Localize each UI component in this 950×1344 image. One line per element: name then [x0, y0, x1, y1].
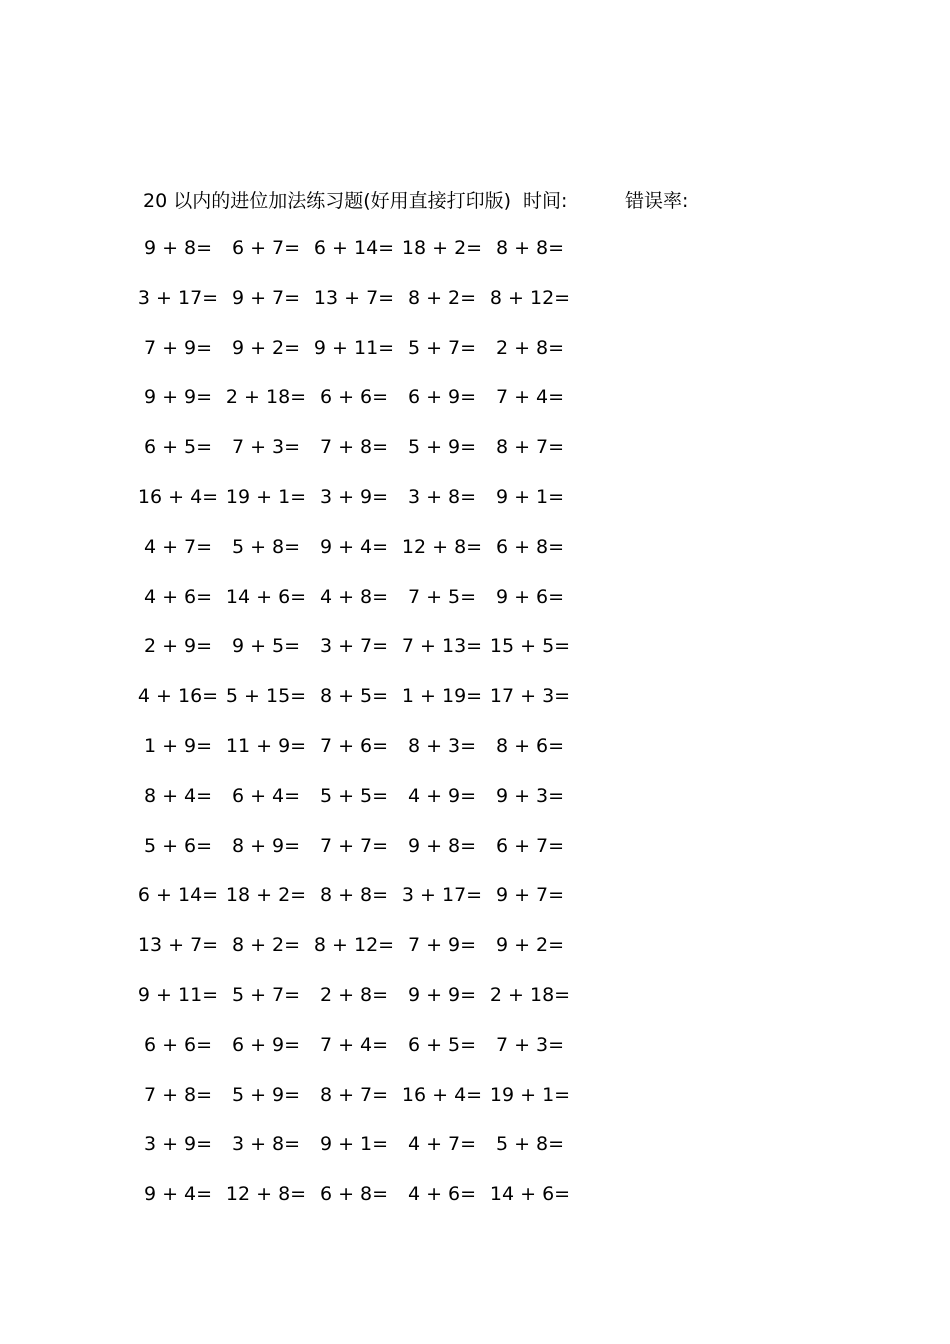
addition-problem: 9 + 4= [143, 1183, 213, 1206]
addition-problem: 6 + 7= [495, 834, 565, 857]
addition-problem: 11 + 9= [225, 734, 307, 757]
addition-problem: 9 + 11= [313, 336, 395, 359]
problem-row [143, 1128, 603, 1178]
addition-problem: 7 + 4= [319, 1033, 389, 1056]
addition-problem: 8 + 7= [319, 1083, 389, 1106]
addition-problem: 4 + 6= [143, 585, 213, 608]
addition-problem: 19 + 1= [225, 485, 307, 508]
addition-problem: 19 + 1= [489, 1083, 571, 1106]
addition-problem: 8 + 9= [231, 834, 301, 857]
addition-problem: 6 + 14= [137, 884, 219, 907]
addition-problem: 3 + 7= [319, 635, 389, 658]
problem-row [137, 979, 603, 1029]
problem-row [143, 581, 603, 631]
addition-problem: 6 + 5= [407, 1033, 477, 1056]
addition-problem: 8 + 8= [319, 884, 389, 907]
addition-problem: 5 + 7= [231, 983, 301, 1006]
addition-problem: 2 + 18= [489, 983, 571, 1006]
problem-row [143, 232, 603, 282]
worksheet-header [143, 186, 689, 216]
addition-problem: 1 + 9= [143, 734, 213, 757]
addition-problem: 7 + 8= [319, 436, 389, 459]
addition-problem: 12 + 8= [225, 1183, 307, 1206]
problem-row [143, 381, 603, 431]
worksheet-title: 20 以内的进位加法练习题(好用直接打印版) [143, 190, 512, 212]
addition-problem: 9 + 9= [143, 386, 213, 409]
addition-problem: 18 + 2= [225, 884, 307, 907]
addition-problem: 2 + 8= [495, 336, 565, 359]
addition-problem: 9 + 3= [495, 784, 565, 807]
addition-problem: 9 + 8= [143, 237, 213, 259]
problem-row [137, 282, 603, 332]
addition-problem: 8 + 2= [407, 286, 477, 309]
addition-problem: 3 + 17= [401, 884, 483, 907]
error-rate-label: 错误率: [625, 190, 689, 212]
problem-row [143, 332, 603, 382]
addition-problem: 5 + 8= [231, 535, 301, 558]
addition-problem: 7 + 8= [143, 1083, 213, 1106]
addition-problem: 8 + 12= [313, 934, 395, 957]
addition-problem: 4 + 16= [137, 685, 219, 708]
addition-problem: 3 + 17= [137, 286, 219, 309]
problem-row [137, 680, 603, 730]
addition-problem: 3 + 8= [231, 1133, 301, 1156]
addition-problem: 5 + 5= [319, 784, 389, 807]
addition-problem: 5 + 8= [495, 1133, 565, 1156]
addition-problem: 5 + 6= [143, 834, 213, 857]
addition-problem: 9 + 5= [231, 635, 301, 658]
problem-row [143, 630, 603, 680]
problem-row [143, 1178, 603, 1228]
problem-row [137, 929, 603, 979]
addition-problem: 2 + 8= [319, 983, 389, 1006]
addition-problem: 5 + 15= [225, 685, 307, 708]
addition-problem: 8 + 8= [495, 237, 565, 259]
addition-problem: 9 + 1= [319, 1133, 389, 1156]
addition-problem: 4 + 6= [407, 1183, 477, 1206]
addition-problem: 8 + 7= [495, 436, 565, 459]
problem-row [143, 780, 603, 830]
addition-problem: 9 + 11= [137, 983, 219, 1006]
addition-problem: 8 + 6= [495, 734, 565, 757]
addition-problem: 3 + 8= [407, 485, 477, 508]
addition-problem: 7 + 6= [319, 734, 389, 757]
addition-problem: 8 + 4= [143, 784, 213, 807]
addition-problem: 7 + 5= [407, 585, 477, 608]
addition-problem: 8 + 2= [231, 934, 301, 957]
problem-row [137, 879, 603, 929]
addition-problem: 8 + 5= [319, 685, 389, 708]
problem-row [143, 730, 603, 780]
addition-problem: 6 + 8= [319, 1183, 389, 1206]
addition-problem: 7 + 9= [407, 934, 477, 957]
addition-problem: 6 + 6= [143, 1033, 213, 1056]
addition-problem: 8 + 12= [489, 286, 571, 309]
addition-problem: 9 + 2= [495, 934, 565, 957]
addition-problem: 14 + 6= [225, 585, 307, 608]
addition-problem: 5 + 9= [231, 1083, 301, 1106]
addition-problem: 13 + 7= [313, 286, 395, 309]
problem-row [143, 1079, 603, 1129]
addition-problem: 5 + 7= [407, 336, 477, 359]
addition-problem: 7 + 3= [231, 436, 301, 459]
addition-problem: 2 + 18= [225, 386, 307, 409]
addition-problem: 8 + 3= [407, 734, 477, 757]
addition-problem: 9 + 8= [407, 834, 477, 857]
addition-problem: 12 + 8= [401, 535, 483, 558]
addition-problem: 9 + 7= [495, 884, 565, 907]
addition-problem: 6 + 9= [407, 386, 477, 409]
problem-row [143, 431, 603, 481]
problem-grid [137, 232, 603, 1228]
addition-problem: 16 + 4= [401, 1083, 483, 1106]
problem-row [143, 531, 603, 581]
addition-problem: 6 + 7= [231, 237, 301, 259]
addition-problem: 4 + 7= [407, 1133, 477, 1156]
addition-problem: 9 + 1= [495, 485, 565, 508]
addition-problem: 3 + 9= [319, 485, 389, 508]
addition-problem: 16 + 4= [137, 485, 219, 508]
addition-problem: 7 + 13= [401, 635, 483, 658]
addition-problem: 9 + 6= [495, 585, 565, 608]
time-label: 时间: [523, 190, 568, 212]
addition-problem: 6 + 4= [231, 784, 301, 807]
addition-problem: 4 + 8= [319, 585, 389, 608]
addition-problem: 7 + 3= [495, 1033, 565, 1056]
addition-problem: 6 + 14= [313, 237, 395, 259]
addition-problem: 9 + 4= [319, 535, 389, 558]
problem-row [137, 481, 603, 531]
addition-problem: 1 + 19= [401, 685, 483, 708]
addition-problem: 9 + 7= [231, 286, 301, 309]
addition-problem: 9 + 9= [407, 983, 477, 1006]
addition-problem: 2 + 9= [143, 635, 213, 658]
addition-problem: 14 + 6= [489, 1183, 571, 1206]
problem-row [143, 830, 603, 880]
addition-problem: 4 + 9= [407, 784, 477, 807]
addition-problem: 3 + 9= [143, 1133, 213, 1156]
addition-problem: 18 + 2= [401, 237, 483, 259]
addition-problem: 17 + 3= [489, 685, 571, 708]
addition-problem: 7 + 7= [319, 834, 389, 857]
addition-problem: 15 + 5= [489, 635, 571, 658]
addition-problem: 6 + 9= [231, 1033, 301, 1056]
addition-problem: 7 + 9= [143, 336, 213, 359]
addition-problem: 4 + 7= [143, 535, 213, 558]
addition-problem: 6 + 6= [319, 386, 389, 409]
addition-problem: 6 + 5= [143, 436, 213, 459]
addition-problem: 6 + 8= [495, 535, 565, 558]
addition-problem: 13 + 7= [137, 934, 219, 957]
addition-problem: 9 + 2= [231, 336, 301, 359]
problem-row [143, 1029, 603, 1079]
addition-problem: 7 + 4= [495, 386, 565, 409]
addition-problem: 5 + 9= [407, 436, 477, 459]
